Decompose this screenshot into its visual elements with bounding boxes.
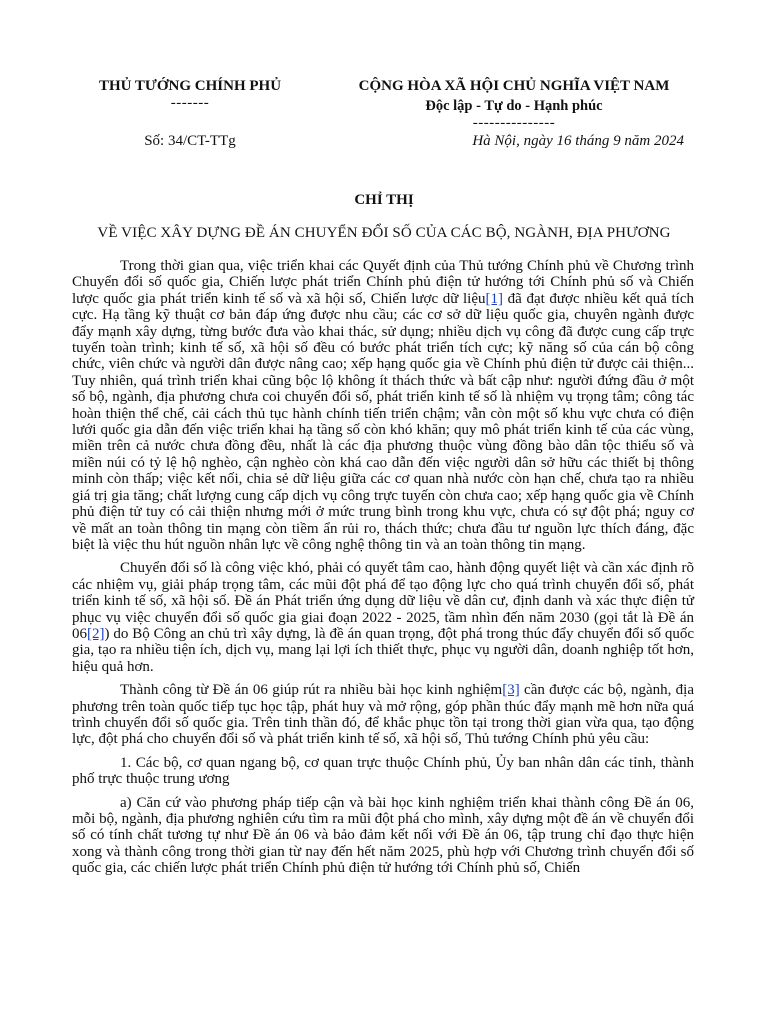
national-header (326, 76, 702, 130)
footnote-link-3[interactable]: [3] (502, 682, 520, 699)
document-number: Số: 34/CT-TTg (144, 133, 236, 149)
paragraph-3-text-b: cần được các bộ, ngành, địa phương trên toàn quốc tiếp tục học tập, phát huy và mở rộng, góp phần thúc đẩy mạnh mẽ hơn nữa quá trình chuyển đổi số quốc gia. Trên tinh thần đó, để khắc phục tồn tại trong thời gian vừa qua, tạo động lực, đột phá cho chuyển đổi số và phát triển kinh tế số, xã hội số, Thủ tướng Chính phủ yêu cầu: (72, 682, 695, 748)
document-subject: VỀ VIỆC XÂY DỰNG ĐỀ ÁN CHUYỂN ĐỔI SỐ CỦA CÁC BỘ, NGÀNH, ĐỊA PHƯƠNG (97, 225, 671, 241)
issuer-name: THỦ TƯỚNG CHÍNH PHỦ (98, 78, 282, 94)
issuer-block (70, 76, 310, 110)
place-date: Hà Nội, ngày 16 tháng 9 năm 2024 (472, 133, 684, 149)
directive-item-1a: a) Căn cứ vào phương pháp tiếp cận và bài học kinh nghiệm triển khai thành công Đề án 06, mỗi bộ, ngành, địa phương nghiên cứu tìm ra mũi đột phá cho mình, xây dựng một đề án về chuyển đổi số có tính chất tương tự như Đề án 06 và bảo đảm kết nối với Đề án 06, tập trung chỉ đạo thực hiện xong và thành công trong thời gian từ nay đến hết năm 2025, phù hợp với Chương trình chuyển đổi số quốc gia, các chiến lược phát triển Chính phủ điện tử hướng tới Chính phủ số, Chiến (72, 794, 694, 877)
paragraph-3-text-a: Thành công từ Đề án 06 giúp rút ra nhiều bài học kinh nghiệm (120, 682, 503, 699)
directive-item-1: 1. Các bộ, cơ quan ngang bộ, cơ quan trực thuộc Chính phủ, Ủy ban nhân dân các tỉnh, thành phố trực thuộc trung ương (72, 754, 694, 788)
motto-separator: --------------- (472, 115, 556, 131)
paragraph-2-text-b: ) do Bộ Công an chủ trì xây dựng, là đề án quan trọng, đột phá trong thúc đẩy chuyển đổi số quốc gia, tạo ra nhiều tiện ích, dịch vụ, mang lại lợi ích thiết thực, phục vụ người dân, doanh nghiệp tốt hơn, hiệu quả hơn. (72, 625, 694, 675)
footnote-link-2[interactable]: [2] (87, 625, 105, 642)
document-type: CHỈ THỊ (354, 192, 414, 208)
paragraph-1-text-a: Trong thời gian qua, việc triển khai các Quyết định của Thủ tướng Chính phủ về Chương trình Chuyển đổi số quốc gia, Chiến lược phát triển Chính phủ điện tử hướng tới Chính phủ số và Chiến lược quốc gia phát triển kinh tế số và xã hội số, Chiến lược dữ liệu (72, 258, 694, 307)
paragraph-2-text-a: Chuyển đổi số là công việc khó, phải có quyết tâm cao, hành động quyết liệt và cần xác định rõ các nhiệm vụ, giải pháp trọng tâm, các mũi đột phá để tạo động lực cho quá trình chuyển đổi số, phát triển kinh tế số, xã hội số. Đề án Phát triển ứng dụng dữ liệu về dân cư, định danh và xác thực điện tử phục vụ việc chuyển đổi số quốc gia giai đoạn 2022 - 2025, tầm nhìn đến năm 2030 (gọi tắt là Đề án 06 (72, 560, 694, 642)
document-body (72, 258, 694, 884)
national-motto: Độc lập - Tự do - Hạnh phúc (425, 98, 603, 114)
issuer-separator: ------- (170, 95, 210, 111)
footnote-link-1[interactable]: [1] (485, 290, 504, 307)
country-name: CỘNG HÒA XÃ HỘI CHỦ NGHĨA VIỆT NAM (358, 78, 670, 94)
paragraph-1-text-b: đã đạt được nhiều kết quả tích cực. Hạ tầng kỹ thuật cơ bản đáp ứng được nhu cầu; các cơ sở dữ liệu quốc gia, chuyên ngành được đẩy mạnh xây dựng, từng bước đưa vào khai thác, sử dụng; nhiều dịch vụ công đã được cung cấp trực tuyến toàn trình; kinh tế số, xã hội số đều có bước phát triển tích cực; kỹ năng số của cán bộ công chức, viên chức và người dân được nâng cao; xếp hạng quốc gia về Chính phủ điện tử được cải thiện... Tuy nhiên, quá trình triển khai cũng bộc lộ không ít thách thức và bất cập như: người đứng đầu ở một số bộ, ngành, địa phương chưa coi chuyển đổi số, phát triển kinh tế số là nhiệm vụ trọng tâm; công tác hoàn thiện thể chế, cải cách thủ tục hành chính tiến triển chậm; vẫn còn một số khu vực chưa có điện lưới quốc gia dẫn đến việc triển khai hạ tầng số còn khó khăn; quy mô phát triển kinh tế của các vùng, miền trên cả nước chưa đồng đều, nhất là các địa phương thuộc vùng đồng bào dân tộc thiểu số và miền núi có tỷ lệ hộ nghèo, cận nghèo còn khá cao dẫn đến việc người dân sở hữu các thiết bị thông minh còn thấp; việc kết nối, chia sẻ dữ liệu giữa các cơ quan nhà nước còn hạn chế, chưa tạo ra nhiều giá trị gia tăng; chất lượng cung cấp dịch vụ công trực tuyến còn chưa cao; xếp hạng quốc gia về Chính phủ điện tử tuy có cải thiện nhưng mới ở mức trung bình trong khu vực, chưa có sự đột phá; nguy cơ về mất an toàn thông tin mạng còn tiềm ẩn rủi ro, thách thức; chưa đầu tư nguồn lực thích đáng, đặc biệt là việc thu hút nguồn nhân lực về công nghệ thông tin và an toàn thông tin mạng. (72, 290, 694, 553)
paragraph-2 (72, 560, 694, 675)
paragraph-3 (72, 682, 694, 748)
paragraph-1 (72, 258, 694, 553)
